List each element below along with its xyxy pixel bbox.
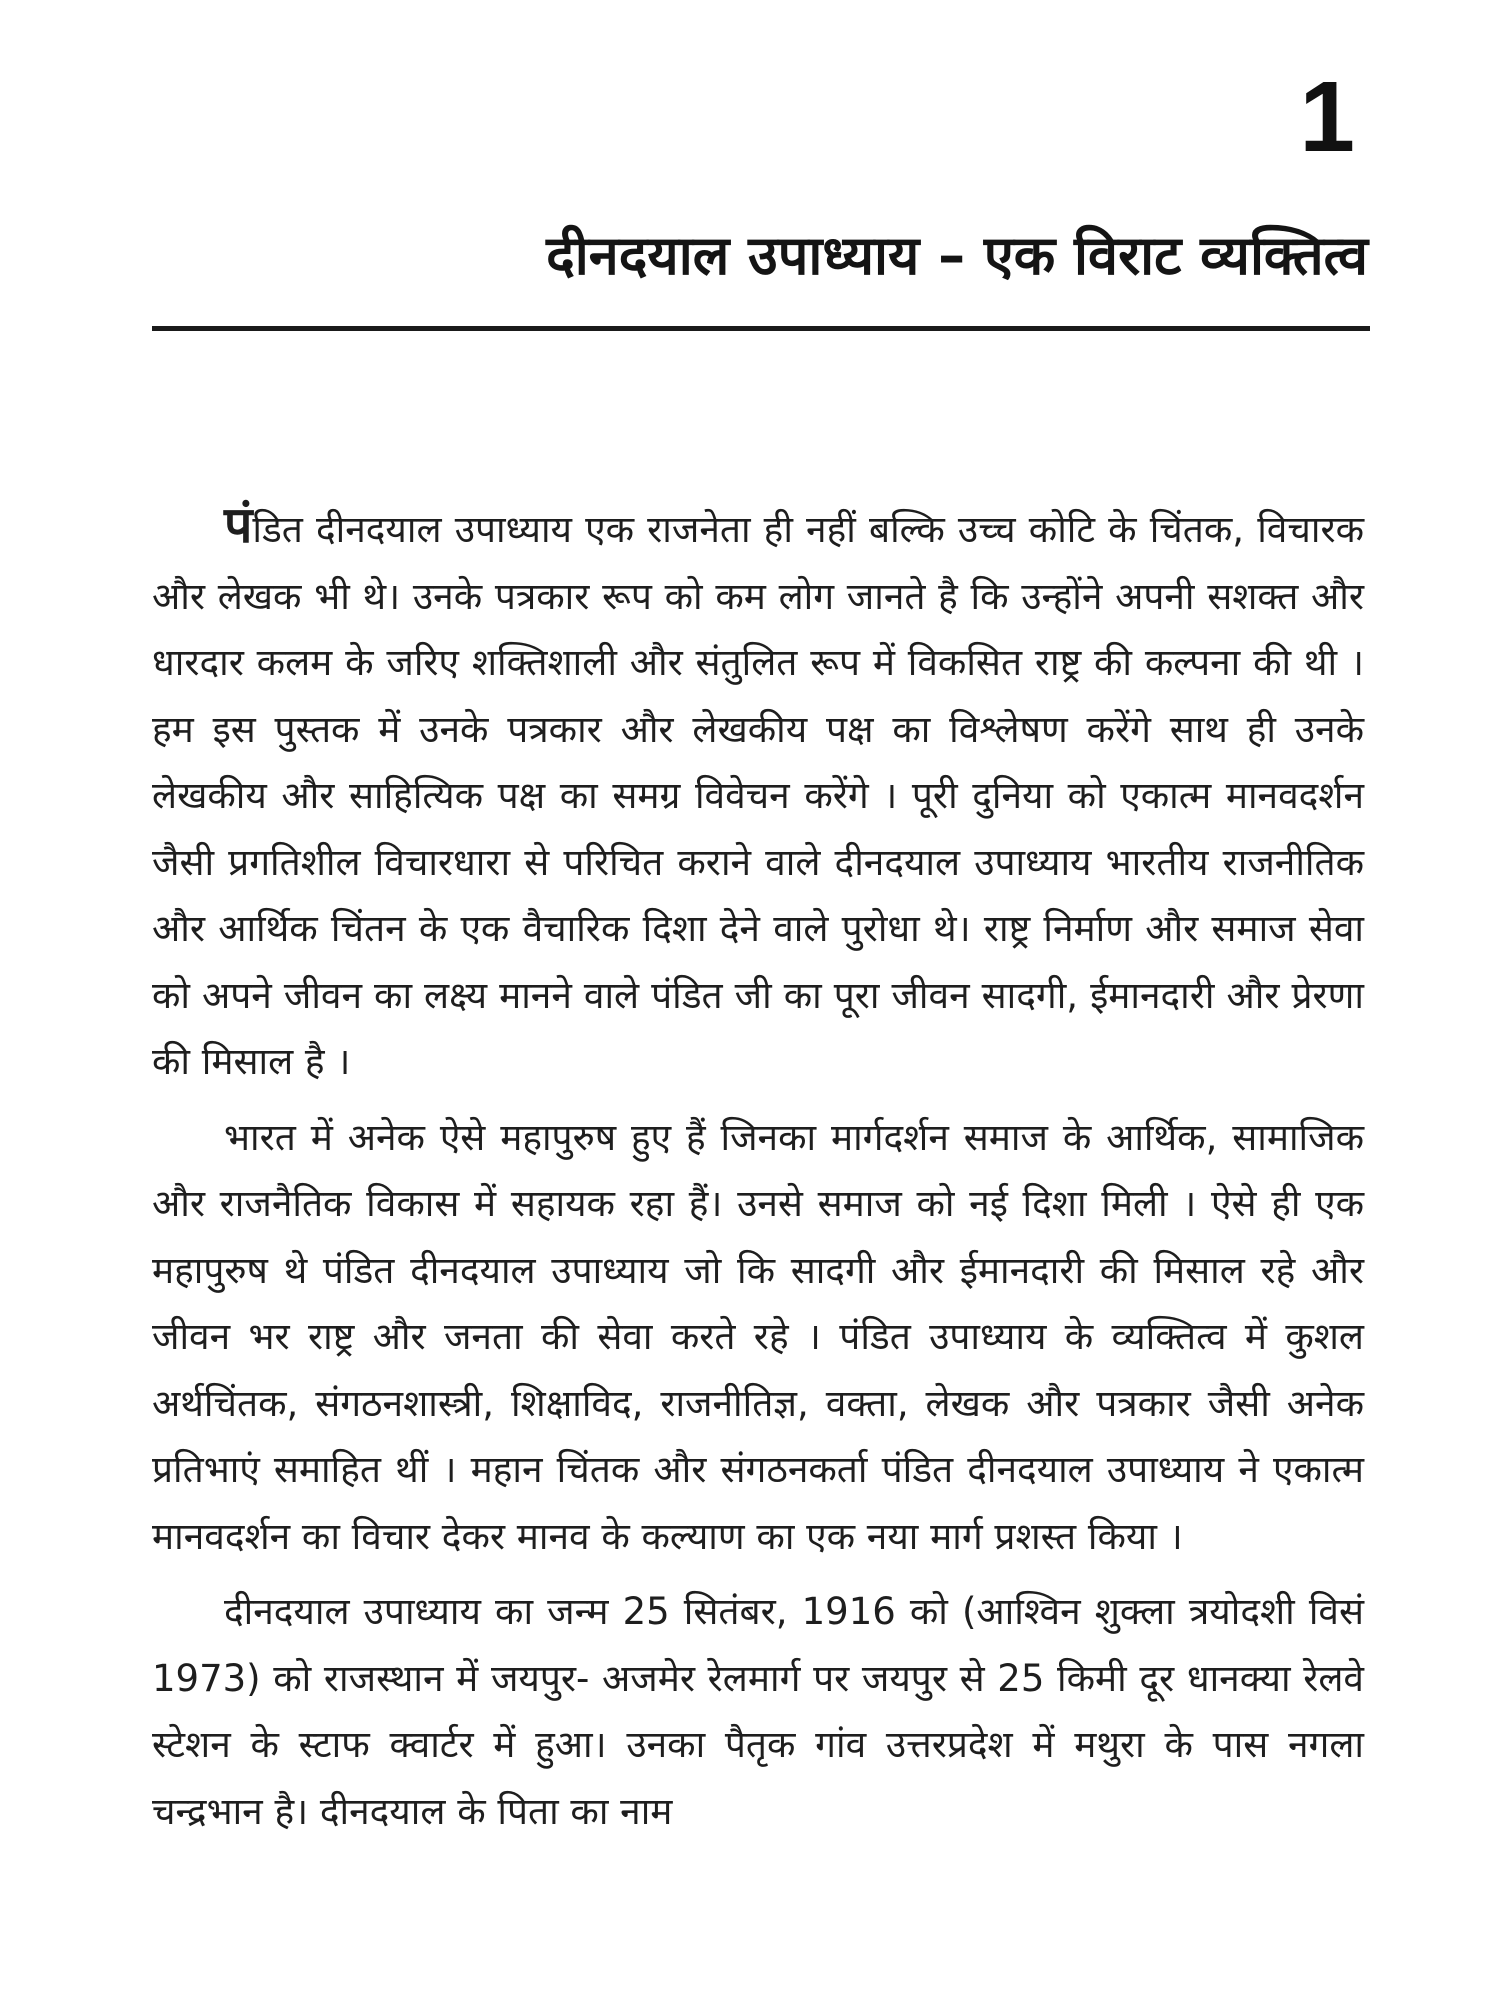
chapter-number: 1 [1299,61,1355,173]
title-underline [152,326,1370,331]
dropcap: पं [224,496,253,554]
chapter-title: दीनदयाल उपाध्याय – एक विराट व्यक्तित्व [546,224,1368,287]
paragraph-2: भारत में अनेक ऐसे महापुरुष हुए हैं जिनका मार्गदर्शन समाज के आर्थिक, सामाजिक और राजनैतिक विकास में सहायक रहा हैं। उनसे समाज को नई दिशा मिली । ऐसे ही एक महापुरुष थे पंडित दीनदयाल उपाध्याय जो कि सादगी और ईमानदारी की मिसाल रहे और जीवन भर राष्ट्र और जनता की सेवा करते रहे । पंडित उपाध्याय के व्यक्तित्व में कुशल अर्थचिंतक, संगठनशास्त्री, शिक्षाविद, राजनीतिज्ञ, वक्ता, लेखक और पत्रकार जैसी अनेक प्रतिभाएं समाहित थीं । महान चिंतक और संगठनकर्ता पंडित दीनदयाल उपाध्याय ने एकात्म मानवदर्शन का विचार देकर मानव के कल्याण का एक नया मार्ग प्रशस्त किया । [152,1115,1364,1558]
chapter-body [152,492,1364,1854]
paragraph-1-text: डित दीनदयाल उपाध्याय एक राजनेता ही नहीं बल्कि उच्च कोटि के चिंतक, विचारक और लेखक भी थे। उनके पत्रकार रूप को कम लोग जानते है कि उन्होंने अपनी सशक्त और धारदार कलम के जरिए शक्तिशाली और संतुलित रूप में विकसित राष्ट्र की कल्पना की थी । हम इस पुस्तक में उनके पत्रकार और लेखकीय पक्ष का विश्लेषण करेंगे साथ ही उनके लेखकीय और साहित्यिक पक्ष का समग्र विवेचन करेंगे । पूरी दुनिया को एकात्म मानवदर्शन जैसी प्रगतिशील विचारधारा से परिचित कराने वाले दीनदयाल उपाध्याय भारतीय राजनीतिक और आर्थिक चिंतन के एक वैचारिक दिशा देने वाले पुरोधा थे। राष्ट्र निर्माण और समाज सेवा को अपने जीवन का लक्ष्य मानने वाले पंडित जी का पूरा जीवन सादगी, ईमानदारी और प्रेरणा की मिसाल है । [152,508,1364,1083]
paragraph-3: दीनदयाल उपाध्याय का जन्म 25 सितंबर, 1916 को (आश्विन शुक्ला त्रयोदशी विसं 1973) को राजस्थान में जयपुर- अजमेर रेलमार्ग पर जयपुर से 25 किमी दूर धानक्या रेलवे स्टेशन के स्टाफ क्वार्टर में हुआ। उनका पैतृक गांव उत्तरप्रदेश में मथुरा के पास नगला चन्द्रभान है। दीनदयाल के पिता का नाम [152,1590,1364,1833]
paragraph-1 [152,492,1364,1096]
